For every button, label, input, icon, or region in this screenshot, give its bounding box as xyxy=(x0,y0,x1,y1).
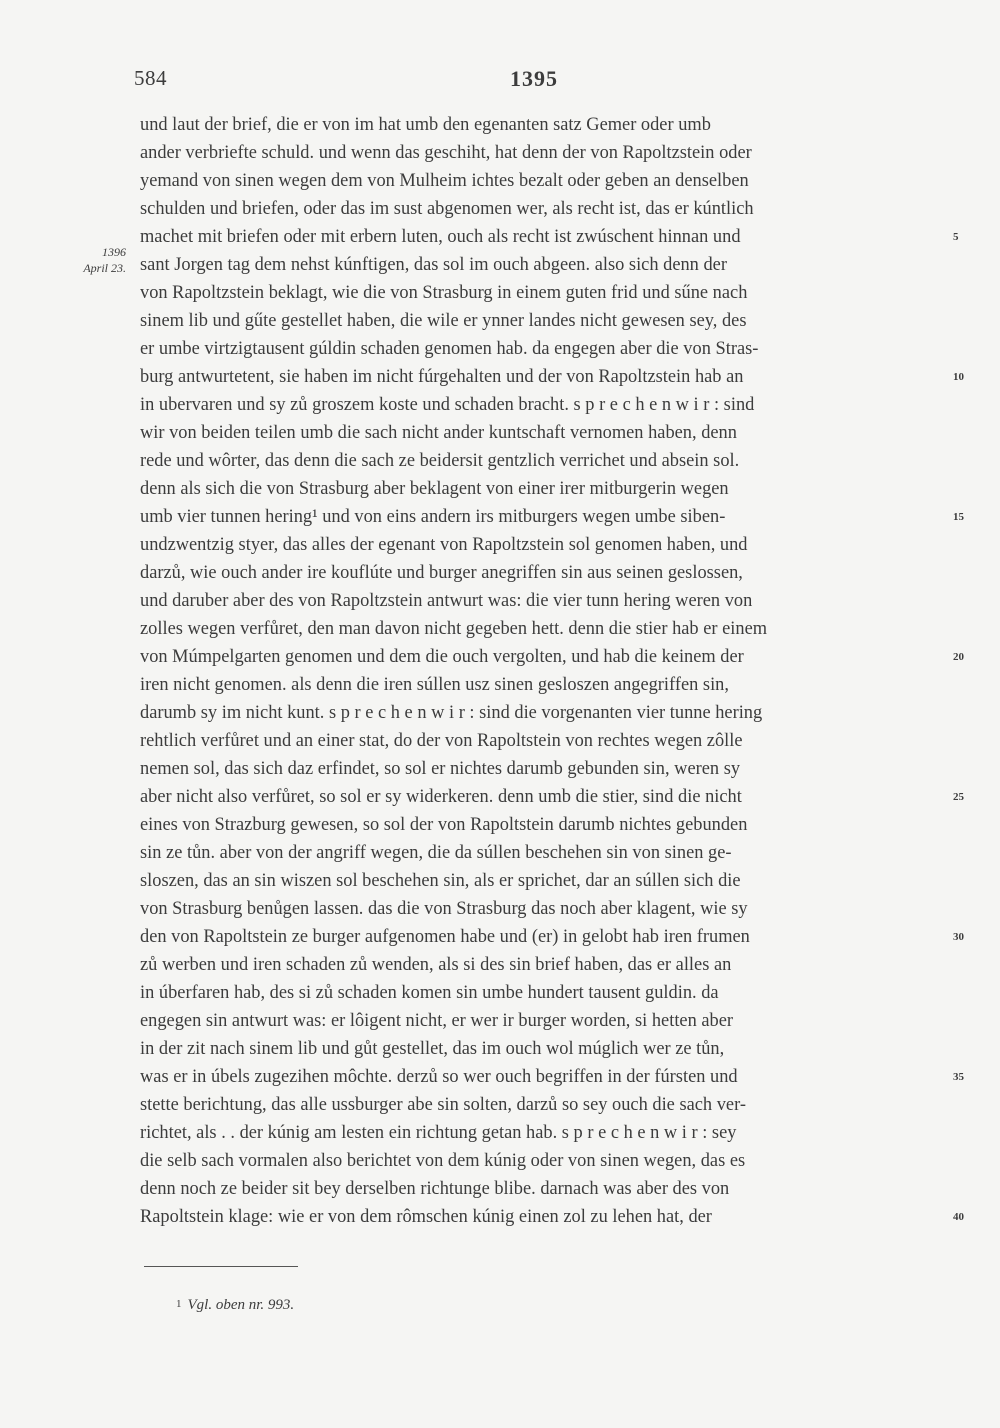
line-number: 15 xyxy=(953,511,964,523)
text-line xyxy=(140,195,945,223)
text-line-content: sloszen, das an sin wiszen sol beschehen sin, als er sprichet, dar an súllen sich die xyxy=(140,871,741,891)
text-line xyxy=(140,951,945,979)
text-line xyxy=(140,1063,964,1091)
text-line xyxy=(140,671,945,699)
body-text xyxy=(140,111,964,1231)
text-line-content: sinem lib und gűte gestellet haben, die wile er ynner landes nicht gewesen sey, des xyxy=(140,311,747,331)
line-number: 20 xyxy=(953,651,964,663)
line-number: 40 xyxy=(953,1211,964,1223)
text-line-content: zů werben und iren schaden zů wenden, als si des sin brief haben, das er alles an xyxy=(140,955,732,975)
text-line xyxy=(140,699,945,727)
text-line-content: von Rapoltzstein beklagt, wie die von Strasburg in einem guten frid und sűne nach xyxy=(140,283,748,303)
text-line-content: von Strasburg benůgen lassen. das die von Strasburg das noch aber klagent, wie sy xyxy=(140,899,748,919)
text-line-content: was er in úbels zugezihen môchte. derzů so wer ouch begriffen in der fúrsten und xyxy=(140,1067,738,1087)
text-line-content: yemand von sinen wegen dem von Mulheim ichtes bezalt oder geben an denselben xyxy=(140,171,749,191)
text-line xyxy=(140,839,945,867)
text-line xyxy=(140,643,964,671)
text-line-content: rehtlich verfůret und an einer stat, do der von Rapoltstein von rechtes wegen zôlle xyxy=(140,731,743,751)
text-line-content: aber nicht also verfůret, so sol er sy widerkeren. denn umb die stier, sind die nicht xyxy=(140,787,742,807)
text-line-content: in ubervaren und sy zů groszem koste und schaden bracht. s p r e c h e n w i r : sind xyxy=(140,395,755,415)
text-line xyxy=(140,727,945,755)
text-line-content: richtet, als . . der kúnig am lesten ein richtung getan hab. s p r e c h e n w i r : sey xyxy=(140,1123,737,1143)
text-line-content: sin ze tůn. aber von der angriff wegen, die da súllen beschehen sin von sinen ge- xyxy=(140,843,732,863)
text-line xyxy=(140,391,945,419)
text-line xyxy=(140,587,945,615)
text-line xyxy=(140,335,945,363)
text-line xyxy=(140,279,945,307)
text-line xyxy=(140,1091,945,1119)
text-line-content: denn als sich die von Strasburg aber beklagent von einer irer mitburgerin wegen xyxy=(140,479,729,499)
text-line xyxy=(140,559,945,587)
margin-date-year: 1396 xyxy=(102,245,126,259)
text-line-content: ander verbriefte schuld. und wenn das geschiht, hat denn der von Rapoltzstein oder xyxy=(140,143,752,163)
line-number: 5 xyxy=(953,231,959,243)
text-line xyxy=(140,223,959,251)
text-line-content: denn noch ze beider sit bey derselben richtunge blibe. darnach was aber des von xyxy=(140,1179,730,1199)
text-line-content: und laut der brief, die er von im hat umb den egenanten satz Gemer oder umb xyxy=(140,115,711,135)
margin-date-note xyxy=(60,244,126,276)
text-line xyxy=(140,783,964,811)
page-number: 584 xyxy=(134,66,167,90)
text-line xyxy=(140,615,945,643)
text-line-content: iren nicht genomen. als denn die iren súllen usz sinen gesloszen angegriffen sin, xyxy=(140,675,729,695)
text-line xyxy=(140,923,964,951)
text-line xyxy=(140,755,945,783)
text-line-content: darumb sy im nicht kunt. s p r e c h e n w i r : sind die vorgenanten vier tunne hering xyxy=(140,703,763,723)
text-line xyxy=(140,867,945,895)
text-line-content: er umbe virtzigtausent gúldin schaden genomen hab. da engegen aber die von Stras- xyxy=(140,339,759,359)
text-line xyxy=(140,139,945,167)
text-line-content: zolles wegen verfůret, den man davon nicht gegeben hett. denn die stier hab er einem xyxy=(140,619,768,639)
footnote-text: Vgl. oben nr. 993. xyxy=(187,1297,295,1313)
text-line xyxy=(140,1119,945,1147)
text-line-content: die selb sach vormalen also berichtet von dem kúnig oder von sinen wegen, das es xyxy=(140,1151,746,1171)
text-line xyxy=(140,979,945,1007)
text-line xyxy=(140,811,945,839)
text-line-content: machet mit briefen oder mit erbern luten, ouch als recht ist zwúschent hinnan und xyxy=(140,227,741,247)
line-number: 25 xyxy=(953,791,964,803)
text-line-content: undzwentzig styer, das alles der egenant von Rapoltzstein sol genomen haben, und xyxy=(140,535,748,555)
text-line xyxy=(140,895,945,923)
text-line-content: engegen sin antwurt was: er lôigent nicht, er wer ir burger worden, si hetten aber xyxy=(140,1011,734,1031)
footnote-number: 1 xyxy=(176,1298,182,1310)
text-line xyxy=(140,1035,945,1063)
text-line-content: sant Jorgen tag dem nehst kúnftigen, das sol im ouch abgeen. also sich denn der xyxy=(140,255,727,275)
text-line-content: darzů, wie ouch ander ire kouflúte und burger anegriffen sin aus seinen geslossen, xyxy=(140,563,743,583)
text-line xyxy=(140,1175,945,1203)
text-line-content: schulden und briefen, oder das im sust abgenomen wer, als recht ist, das er kúntlich xyxy=(140,199,754,219)
footnote xyxy=(176,1294,294,1315)
text-line-content: stette berichtung, das alle ussburger abe sin solten, darzů so sey ouch die sach ver- xyxy=(140,1095,746,1115)
text-line xyxy=(140,531,945,559)
footnote-divider xyxy=(144,1266,298,1267)
line-number: 10 xyxy=(953,371,964,383)
line-number: 30 xyxy=(953,931,964,943)
text-line xyxy=(140,419,945,447)
text-line xyxy=(140,1147,945,1175)
text-line xyxy=(140,503,964,531)
text-line-content: eines von Strazburg gewesen, so sol der von Rapoltstein darumb nichtes gebunden xyxy=(140,815,748,835)
margin-date-day: April 23. xyxy=(83,261,126,275)
text-line-content: burg antwurtetent, sie haben im nicht fúrgehalten und der von Rapoltzstein hab an xyxy=(140,367,744,387)
text-line xyxy=(140,447,945,475)
text-line xyxy=(140,167,945,195)
text-line-content: nemen sol, das sich daz erfindet, so sol er nichtes darumb gebunden sin, weren sy xyxy=(140,759,741,779)
text-line-content: Rapoltstein klage: wie er von dem rômschen kúnig einen zol zu lehen hat, der xyxy=(140,1207,712,1227)
running-head-year: 1395 xyxy=(510,66,558,91)
text-line-content: von Múmpelgarten genomen und dem die ouch vergolten, und hab die keinem der xyxy=(140,647,744,667)
line-number: 35 xyxy=(953,1071,964,1083)
text-line xyxy=(140,1007,945,1035)
text-line-content: rede und wôrter, das denn die sach ze beidersit gentzlich verrichet und absein sol. xyxy=(140,451,740,471)
text-line-content: den von Rapoltstein ze burger aufgenomen habe und (er) in gelobt hab iren frumen xyxy=(140,927,750,947)
text-line xyxy=(140,475,945,503)
page-header xyxy=(134,66,946,98)
text-line-content: und daruber aber des von Rapoltzstein antwurt was: die vier tunn hering weren von xyxy=(140,591,753,611)
text-line-content: wir von beiden teilen umb die sach nicht ander kuntschaft vernomen haben, denn xyxy=(140,423,737,443)
text-line-content: in der zit nach sinem lib und gůt gestellet, das im ouch wol múglich wer ze tůn, xyxy=(140,1039,725,1059)
text-line-content: in úberfaren hab, des si zů schaden komen sin umbe hundert tausent guldin. da xyxy=(140,983,719,1003)
text-line xyxy=(140,1203,964,1231)
text-line-content: umb vier tunnen hering¹ und von eins andern irs mitburgers wegen umbe siben- xyxy=(140,507,726,527)
text-line xyxy=(140,251,945,279)
text-line xyxy=(140,111,945,139)
text-line xyxy=(140,307,945,335)
text-line xyxy=(140,363,964,391)
